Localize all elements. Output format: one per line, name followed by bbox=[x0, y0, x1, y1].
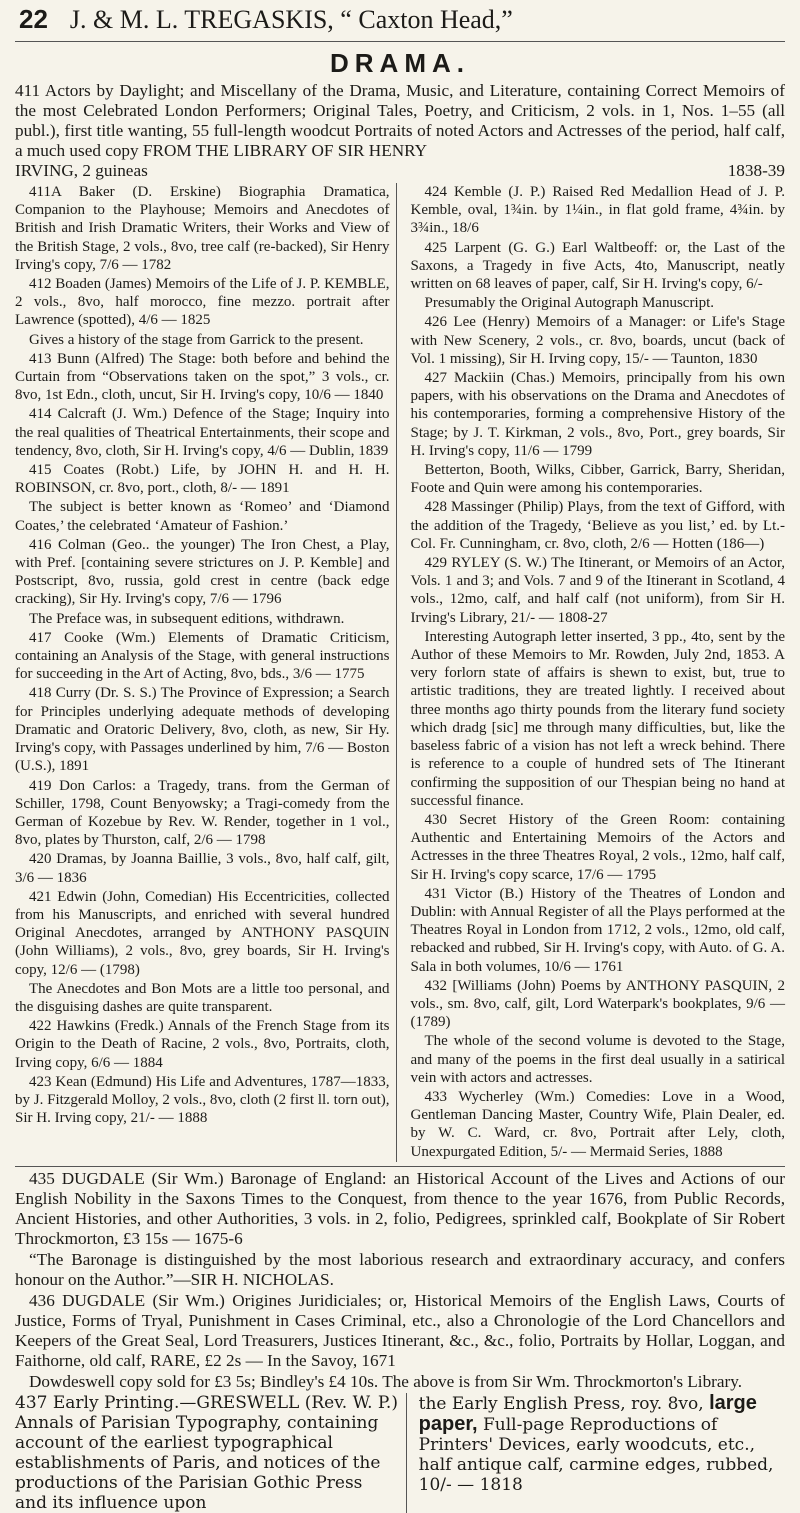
list-item: 428 Massinger (Philip) Plays, from the text of Gifford, with the addition of the Tragedy, ‘Believe as you list,’ ed. by Lt.-Col. Fr. Cunningham, cr. 8vo, cloth, 2/6 — Hotten (186—) bbox=[410, 499, 785, 552]
two-column-listing bbox=[15, 183, 785, 1162]
list-item: 417 Cooke (Wm.) Elements of Dramatic Criticism, containing an Analysis of the Stage, with general instructions for succeeding in the Art of Acting, 8vo, bds., 3/6 — 1775 bbox=[15, 629, 390, 683]
list-item: 435 DUGDALE (Sir Wm.) Baronage of England: an Historical Account of the Lives and Actions of our English Nobility in the Saxons Times to the Conquest, from thence to the year 1676, from Public Records, Ancient Histories, and other Authorities, 3 vols. in 2, folio, Pedigrees, sprinkled calf, Bookplate of Sir Robert Throckmorton, £3 15s — 1675-6 bbox=[15, 1168, 785, 1248]
list-item: The Anecdotes and Bon Mots are a little too personal, and the disguising dashes are quite transparent. bbox=[15, 980, 390, 1015]
list-item: 431 Victor (B.) History of the Theatres of London and Dublin: with Annual Register of all the Plays performed at the Theatres Royal in London from 1712, 2 vols., 12mo, old calf, rebacked and rubbed, Sir H. Irving's copy, with Auto. of G. A. Sala in both volumes, 10/6 — 1761 bbox=[410, 885, 785, 975]
left-column bbox=[15, 183, 397, 1162]
entry-437-lead: the Early English Press, roy. 8vo, bbox=[418, 1393, 704, 1414]
entry-411-last-line bbox=[15, 161, 785, 181]
list-item: 430 Secret History of the Green Room: containing Authentic and Entertaining Memoirs of the Actors and Actresses in the three Theatres Royal, 2 vols., 12mo, half calf, Sir H. Irving's copy scarce, 17/6 — 1795 bbox=[410, 811, 785, 883]
list-item: Betterton, Booth, Wilks, Cibber, Garrick, Barry, Sheridan, Foote and Quin were among his contemporaries. bbox=[410, 462, 785, 497]
list-item: 432 [Williams (John) Poems by ANTHONY PASQUIN, 2 vols., sm. 8vo, calf, gilt, Lord Waterpark's bookplates, 9/6 — (1789) bbox=[410, 977, 785, 1031]
list-item: 415 Coates (Robt.) Life, by JOHN H. and H. H. ROBINSON, cr. 8vo, port., cloth, 8/- — 1891 bbox=[15, 462, 390, 497]
wide-listing bbox=[15, 1169, 785, 1392]
entry-437-start: 437 Early Printing.—GRESWELL (Rev. W. P.) Annals of Parisian Typography, containing account of the earliest typographical establishments of Paris, and notices of the productions of the Parisian Gothic Press and its influence upon bbox=[15, 1393, 407, 1513]
section-title: DRAMA. bbox=[330, 48, 470, 78]
entry-411-text: 411 Actors by Daylight; and Miscellany of the Drama, Music, and Literature, containing Correct Memoirs of the most Celebrated London Performers; Original Tales, Poetry, and Criticism, 2 vols. in 1, Nos. 1–55 (all publ.), first title wanting, 55 full-length woodcut Portraits of noted Actors and Actresses of the period, half calf, a much used copy FROM THE LIBRARY OF SIR HENRY bbox=[15, 81, 785, 160]
list-item: Interesting Autograph letter inserted, 3 pp., 4to, sent by the Author of these Memoirs to Mr. Rowden, July 2nd, 1853. A very forlorn state of affairs is shewn to exist, but, true to artistic traditions, they are treated lightly. I received about three months ago thirty pounds from the literary fund society which dradg [sic] me through many difficulties, but, like the baseless fabric of a vision has not left a wreck behind. There is reference to a couple of hundred sets of The Itinerant confirming the supposition of our Thespian being no hand at successful finance. bbox=[410, 628, 785, 809]
list-item: “The Baronage is distinguished by the most laborious research and extraordinary accuracy, and confers honour on the Author.”—SIR H. NICHOLAS. bbox=[15, 1249, 785, 1289]
entry-437-large-paper: large paper, bbox=[418, 1391, 757, 1435]
list-item: The whole of the second volume is devoted to the Stage, and many of the poems in the first deal usually in a satirical vein with actors and actresses. bbox=[410, 1033, 785, 1086]
list-item: 412 Boaden (James) Memoirs of the Life of J. P. KEMBLE, 2 vols., 8vo, half morocco, fine mezzo. portrait after Lawrence (spotted), 4/6 — 1825 bbox=[15, 276, 390, 329]
firm-name: J. & M. L. TREGASKIS, “ Caxton Head,” bbox=[69, 5, 513, 34]
entry-437-continued bbox=[419, 1393, 785, 1513]
catalogue-page bbox=[15, 0, 785, 1513]
running-head bbox=[15, 4, 785, 42]
list-item: 426 Lee (Henry) Memoirs of a Manager: or Life's Stage with New Scenery, 2 vols., cr. 8vo, boards, uncut (back of Vol. 1 missing), Sir H. Irving copy, 15/- — Taunton, 1830 bbox=[410, 314, 785, 367]
list-item: 421 Edwin (John, Comedian) His Eccentricities, collected from his Manuscripts, and enriched with several hundred Original Anecdotes, arranged by ANTHONY PASQUIN (John Williams), 2 vols., 8vo, grey boards, Sir H. Irving's copy, 12/6 — (1798) bbox=[15, 888, 390, 978]
divider bbox=[15, 1166, 785, 1167]
list-item: 436 DUGDALE (Sir Wm.) Origines Juridiciales; or, Historical Memoirs of the English Laws, Courts of Justice, Forms of Tryal, Punishment in Cases Criminal, etc., also a Chronologie of the Lord Chancellors and Keepers of the Great Seal, Lord Treasurers, Justices Itinerant, &c., &c., folio, Portraits by Hollar, Loggan, and Faithorne, old calf, RARE, £2 2s — In the Savoy, 1671 bbox=[15, 1290, 785, 1370]
list-item: 411A Baker (D. Erskine) Biographia Dramatica, Companion to the Playhouse; Memoirs and Anecdotes of British and Irish Dramatic Writers, their Works and View of the British Stage, 2 vols., 8vo, tree calf (re-backed), Sir Henry Irving's copy, 7/6 — 1782 bbox=[15, 184, 390, 273]
list-item: The Preface was, in subsequent editions, withdrawn. bbox=[29, 610, 345, 627]
entry-411-year: 1838-39 bbox=[727, 161, 785, 180]
list-item: Gives a history of the stage from Garrick to the present. bbox=[29, 331, 364, 348]
list-item: 427 Mackiin (Chas.) Memoirs, principally from his own papers, with his observations on the Drama and Anecdotes of his contemporaries, forming a comprehensive History of the Stage; by J. T. Kirkman, 2 vols., 8vo, Port., grey boards, Sir H. Irving's copy, 11/6 — 1799 bbox=[410, 370, 785, 459]
entry-411 bbox=[15, 81, 785, 181]
list-item: 423 Kean (Edmund) His Life and Adventures, 1787—1833, by J. Fitzgerald Molloy, 2 vols., 8vo, cloth (2 first ll. torn out), Sir H. Irving copy, 21/- — 1888 bbox=[15, 1073, 390, 1127]
list-item: 433 Wycherley (Wm.) Comedies: Love in a Wood, Gentleman Dancing Master, Country Wife, Plain Dealer, ed. by W. C. Ward, cr. 8vo, Portrait after Lely, cloth, Unexpurgated Edition, 5/- — Mermaid Series, 1888 bbox=[410, 1088, 785, 1160]
list-item: 413 Bunn (Alfred) The Stage: both before and behind the Curtain from “Observations taken on the spot,” 3 vols., cr. 8vo, 1st Edn., cloth, uncut, Sir H. Irving's copy, 10/6 — 1840 bbox=[15, 350, 390, 404]
list-item: 416 Colman (Geo.. the younger) The Iron Chest, a Play, with Pref. [containing severe strictures on J. P. Kemble] and Postscript, 8vo, russia, gold crest in centre (back edge cracking), Sir Hy. Irving's copy, 7/6 — 1796 bbox=[15, 536, 390, 608]
list-item: Dowdeswell copy sold for £3 5s; Bindley's £4 10s. The above is from Sir Wm. Throckmorton's Library. bbox=[29, 1371, 743, 1391]
page-number: 22 bbox=[19, 4, 48, 34]
list-item: The subject is better known as ‘Romeo’ and ‘Diamond Coates,’ the celebrated ‘Amateur of Fashion.’ bbox=[15, 499, 390, 534]
list-item: 414 Calcraft (J. Wm.) Defence of the Stage; Inquiry into the real qualities of Theatrical Entertainments, their scope and tendency, 8vo, cloth, Sir H. Irving's copy, 4/6 — Dublin, 1839 bbox=[15, 406, 390, 459]
list-item: Presumably the Original Autograph Manuscript. bbox=[424, 295, 715, 312]
list-item: 429 RYLEY (S. W.) The Itinerant, or Memoirs of an Actor, Vols. 1 and 3; and Vols. 7 and 9 of the Itinerant in Scotland, 4 vols., 12mo, calf, and half calf (not uniform), from Sir H. Irving's Library, 21/- — 1808-27 bbox=[410, 555, 785, 626]
bottom-listing bbox=[15, 1393, 785, 1513]
list-item: 422 Hawkins (Fredk.) Annals of the French Stage from its Origin to the Death of Racine, 2 vols., 8vo, Portraits, cloth, Irving copy, 6/6 — 1884 bbox=[15, 1018, 390, 1071]
list-item: 424 Kemble (J. P.) Raised Red Medallion Head of J. P. Kemble, oval, 1¾in. by 1¼in., in flat gold frame, 4¾in. by 3¾in., 18/6 bbox=[410, 184, 785, 237]
entry-437-rest: Full-page Reproductions of Printers' Devices, early woodcuts, etc., half antique calf, carmine edges, rubbed, 10/- — 1818 bbox=[418, 1414, 774, 1495]
list-item: 419 Don Carlos: a Tragedy, trans. from the German of Schiller, 1798, Count Benyowsky; a Tragi-comedy from the German of Kozebue by Rev. W. Render, together in 1 vol., 8vo, plates by Thurston, calf, 2/6 — 1798 bbox=[15, 777, 390, 849]
entry-411-price: IRVING, 2 guineas bbox=[15, 161, 148, 180]
list-item: 425 Larpent (G. G.) Earl Waltbeoff: or, the Last of the Saxons, a Tragedy in five Acts, 4to, Manuscript, neatly written on 68 leaves of paper, calf, Sir H. Irving's copy, 6/- bbox=[410, 239, 785, 293]
list-item: 420 Dramas, by Joanna Baillie, 3 vols., 8vo, half calf, gilt, 3/6 — 1836 bbox=[15, 851, 390, 886]
list-item: 418 Curry (Dr. S. S.) The Province of Expression; a Search for Principles underlying adequate methods of developing Dramatic and Oratoric Delivery, 8vo, cloth, as new, Sir Hy. Irving's copy, with Passages underlined by him, 7/6 — Boston (U.S.), 1891 bbox=[15, 685, 390, 775]
right-column bbox=[411, 183, 786, 1162]
